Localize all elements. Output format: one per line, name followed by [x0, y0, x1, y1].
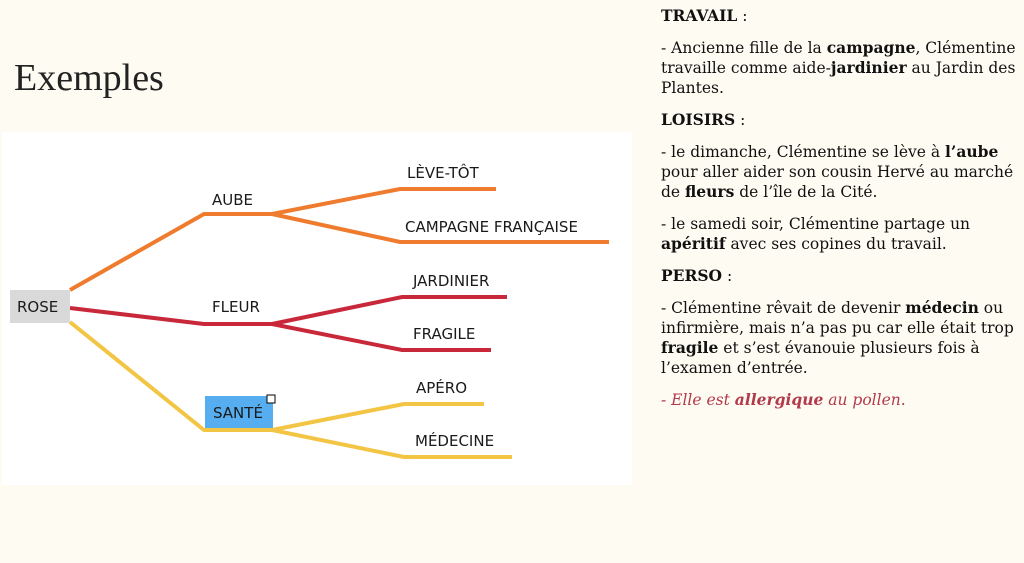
perso-paragraph-allergy: - Elle est allergique au pollen.: [661, 390, 906, 409]
loisirs-paragraph-2: - le samedi soir, Clémentine partage un apéritif avec ses copines du travail.: [661, 215, 971, 253]
edge-root-aube: [70, 214, 272, 290]
resize-handle[interactable]: [267, 395, 275, 403]
slide-title: Exemples: [14, 57, 164, 99]
mindmap-panel: [2, 132, 632, 485]
node-jardinier[interactable]: JARDINIER: [413, 272, 490, 290]
mindmap-svg: [2, 132, 632, 485]
node-medecine[interactable]: MÉDECINE: [415, 432, 495, 450]
node-leve-tot[interactable]: LÈVE-TÔT: [407, 164, 479, 182]
edge-sante-apero: [272, 404, 484, 430]
root-node[interactable]: [10, 290, 70, 323]
node-fleur[interactable]: FLEUR: [212, 298, 260, 316]
edge-fleur-jardinier: [272, 297, 507, 324]
loisirs-paragraph-1: - le dimanche, Clémentine se lève à l’aube pour aller aider son cousin Hervé au marché de fleurs de l’île de la Cité.: [661, 142, 1014, 201]
edge-aube-leve-tot: [272, 189, 496, 214]
section-perso-heading: PERSO :: [661, 266, 733, 285]
node-aube[interactable]: AUBE: [212, 191, 254, 209]
node-apero[interactable]: APÉRO: [416, 379, 468, 397]
branch-aube[interactable]: [70, 163, 609, 290]
text-panel: [661, 6, 1016, 422]
node-fragile[interactable]: FRAGILE: [413, 325, 476, 343]
branch-fleur[interactable]: [70, 272, 507, 350]
root-node-label[interactable]: ROSE: [17, 298, 59, 316]
node-sante[interactable]: SANTÉ: [213, 404, 263, 422]
node-campagne-francaise[interactable]: CAMPAGNE FRANÇAISE: [405, 218, 578, 236]
section-loisirs-heading: LOISIRS :: [661, 110, 746, 129]
travail-paragraph: - Ancienne fille de la campagne, Clémentine travaille comme aide-jardinier au Jardin des Plantes.: [661, 38, 1016, 97]
perso-paragraph-1: - Clémentine rêvait de devenir médecin ou infirmière, mais n’a pas pu car elle était trop fragile et s’est évanouie plusieurs fois à l’examen d’entrée.: [661, 298, 1014, 377]
section-travail-heading: TRAVAIL :: [661, 6, 748, 25]
